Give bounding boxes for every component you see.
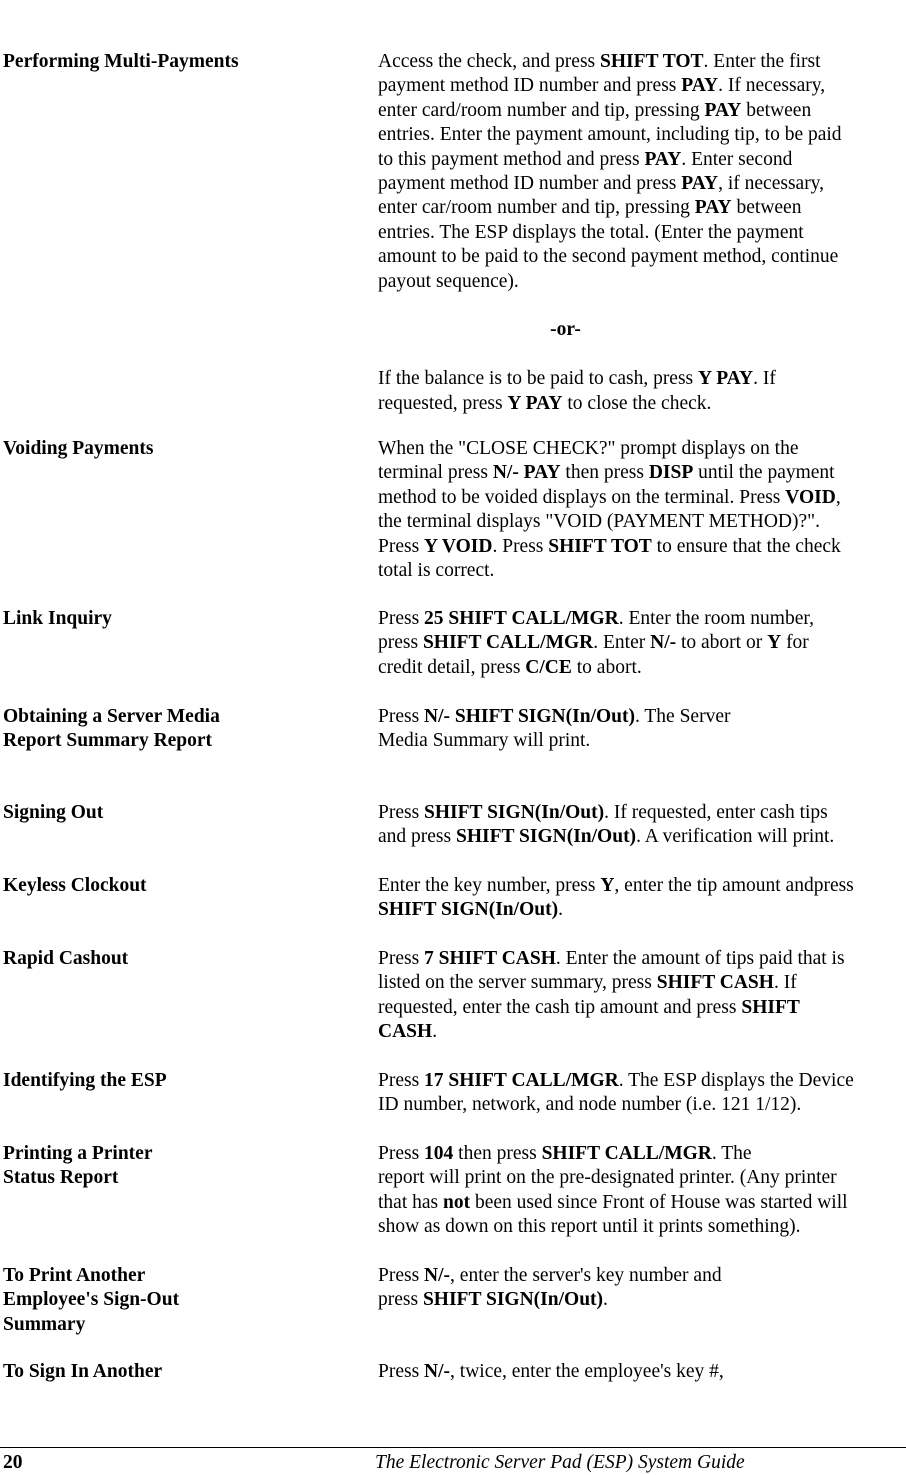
description-line — [378, 50, 903, 74]
text-run: . — [558, 899, 563, 921]
term-line: To Print Another — [3, 1265, 146, 1286]
procedure-description — [378, 50, 903, 416]
text-run: to close the check. — [562, 392, 712, 414]
term-line: Summary — [3, 1313, 86, 1335]
text-run: payment method ID number and press — [378, 173, 682, 195]
procedure-description — [378, 1142, 903, 1240]
procedure-term — [3, 801, 363, 825]
text-run: then press — [453, 1143, 542, 1164]
key-command: SHIFT SIGN(In/Out) — [455, 826, 637, 848]
term-line: Rapid Cashout — [3, 948, 129, 969]
text-run: payout sequence). — [378, 270, 519, 292]
text-run: entries. The ESP displays the total. (Enter the payment — [378, 221, 804, 243]
procedure-description — [378, 947, 903, 1045]
text-run: When the "CLOSE CHECK?" prompt displays on the — [378, 438, 799, 459]
description-line — [378, 535, 903, 559]
key-command: PAY — [644, 148, 682, 170]
description-line — [378, 1191, 903, 1215]
text-run: show as down on this report until it prints something). — [378, 1216, 801, 1238]
text-run: Press — [378, 706, 425, 727]
key-command: not — [442, 1191, 471, 1213]
text-run: If the balance is to be paid to cash, press — [378, 368, 699, 390]
description-line — [378, 1093, 903, 1117]
description-line — [378, 1142, 903, 1166]
term-line: To Sign In Another — [3, 1361, 163, 1382]
key-command: SHIFT CALL/MGR — [422, 632, 594, 654]
or-separator: -or- — [550, 319, 581, 341]
key-command: C/CE — [525, 656, 572, 678]
text-run: . The Server — [635, 706, 731, 727]
text-run: terminal press — [378, 462, 493, 484]
procedure-description — [378, 705, 903, 754]
text-run: that has — [378, 1191, 443, 1213]
footer-title: The Electronic Server Pad (ESP) System Guide — [375, 1452, 745, 1473]
key-command: 7 SHIFT CASH — [424, 948, 556, 969]
procedure-description — [378, 874, 903, 923]
description-line — [378, 1215, 903, 1239]
text-run: . If necessary, — [718, 75, 826, 97]
procedure-term — [3, 50, 363, 74]
key-command: SHIFT CALL/MGR — [541, 1143, 712, 1164]
text-run: . — [603, 1289, 608, 1311]
description-line — [378, 559, 903, 583]
description-line — [378, 148, 903, 172]
text-run: . Press — [492, 535, 549, 557]
procedure-term — [3, 607, 363, 631]
procedure-description — [378, 607, 903, 680]
description-line — [378, 486, 903, 510]
text-run: between — [731, 197, 802, 219]
text-run: . If — [773, 972, 797, 994]
term-line: Employee's Sign-Out — [3, 1289, 180, 1311]
text-run: Press — [378, 802, 425, 823]
description-line — [378, 971, 903, 995]
description-line — [378, 874, 903, 898]
text-run: enter car/room number and tip, pressing — [378, 197, 695, 219]
text-run: requested, press — [378, 392, 508, 414]
text-run: then press — [560, 462, 649, 484]
text-run: credit detail, press — [378, 656, 526, 678]
text-run: Press — [378, 535, 425, 557]
text-run: , if necessary, — [718, 173, 825, 195]
term-line: Report Summary Report — [3, 730, 213, 752]
term-line: Status Report — [3, 1167, 119, 1189]
description-line — [378, 1020, 903, 1044]
text-run: amount to be paid to the second payment method, continue — [378, 246, 839, 268]
text-run: Press — [378, 1070, 425, 1091]
description-line — [378, 172, 903, 196]
text-run: Press — [378, 1265, 425, 1286]
procedure-term — [3, 437, 363, 461]
description-line — [378, 996, 903, 1020]
text-run: Press — [378, 608, 425, 629]
term-line: Performing Multi-Payments — [3, 51, 239, 72]
text-run: . — [432, 1021, 438, 1043]
description-line — [378, 245, 903, 269]
term-line: Keyless Clockout — [3, 875, 147, 896]
text-run: until the payment — [693, 462, 835, 484]
description-line — [378, 607, 903, 631]
text-run: been used since Front of House was started will — [470, 1191, 848, 1213]
term-line: Printing a Printer — [3, 1143, 153, 1164]
key-command: VOID — [785, 486, 836, 508]
key-command: N/- — [650, 632, 677, 654]
description-line — [378, 631, 903, 655]
text-run: Access the check, and press — [378, 51, 600, 72]
description-line — [378, 729, 903, 753]
text-run: for — [781, 632, 809, 654]
key-command: N/- SHIFT SIGN(In/Out) — [424, 706, 635, 727]
key-command: 104 — [424, 1143, 454, 1164]
term-line: Signing Out — [3, 802, 104, 823]
description-line — [378, 825, 903, 849]
text-run: payment method ID number and press — [378, 75, 682, 97]
text-run: method to be voided displays on the terminal. Press — [378, 486, 786, 508]
key-command: SHIFT SIGN(In/Out) — [422, 1289, 604, 1311]
key-command: N/- — [424, 1361, 451, 1382]
procedure-term — [3, 1264, 363, 1337]
description-line — [378, 947, 903, 971]
text-run: Press — [378, 1143, 425, 1164]
term-line: Link Inquiry — [3, 608, 112, 629]
text-run: to this payment method and press — [378, 148, 645, 170]
key-command: N/- — [424, 1265, 451, 1286]
key-command: SHIFT SIGN(In/Out) — [378, 899, 559, 921]
text-run: , — [835, 486, 841, 508]
key-command: SHIFT — [741, 996, 800, 1018]
description-line — [378, 123, 903, 147]
procedure-description — [378, 801, 903, 850]
description-line — [378, 656, 903, 680]
text-run: to abort. — [571, 656, 642, 678]
text-run: and press — [378, 826, 456, 848]
term-line: Voiding Payments — [3, 438, 154, 459]
key-command: PAY — [681, 173, 719, 195]
text-run: . Enter the amount of tips paid that is — [555, 948, 845, 969]
text-run: . The — [711, 1143, 752, 1164]
description-line — [378, 221, 903, 245]
key-command: Y — [600, 875, 615, 896]
description-line — [378, 392, 903, 416]
description-line — [378, 74, 903, 98]
procedure-term — [3, 1360, 363, 1384]
text-run: . Enter the first — [703, 51, 821, 72]
key-command: DISP — [648, 462, 694, 484]
text-run: . A verification will print. — [636, 826, 835, 848]
text-run: , enter the tip amount andpress — [614, 875, 854, 896]
key-command: Y VOID — [424, 535, 493, 557]
description-line — [378, 1069, 903, 1093]
description-line — [378, 1166, 903, 1190]
text-run: total is correct. — [378, 560, 495, 582]
text-run: . Enter — [593, 632, 651, 654]
procedure-term — [3, 705, 363, 754]
description-line — [378, 1264, 903, 1288]
text-run: press — [378, 632, 423, 654]
description-line — [378, 510, 903, 534]
procedure-term — [3, 947, 363, 971]
procedure-description — [378, 1069, 903, 1118]
text-run: Media Summary will print. — [378, 730, 591, 752]
text-run: Press — [378, 948, 425, 969]
description-line — [378, 1360, 903, 1384]
key-command: N/- PAY — [492, 462, 561, 484]
description-line — [378, 461, 903, 485]
text-run: press — [378, 1289, 423, 1311]
text-run: , enter the server's key number and — [450, 1265, 722, 1286]
procedure-term — [3, 1069, 363, 1093]
procedure-term — [3, 1142, 363, 1191]
key-command: 17 SHIFT CALL/MGR — [424, 1070, 619, 1091]
key-command: CASH — [378, 1021, 433, 1043]
text-run: requested, enter the cash tip amount and press — [378, 996, 742, 1018]
text-run: enter card/room number and tip, pressing — [378, 99, 705, 121]
text-run: . If — [753, 368, 776, 390]
text-run: listed on the server summary, press — [378, 972, 657, 994]
description-line — [378, 196, 903, 220]
text-run: . If requested, enter cash tips — [604, 802, 828, 823]
key-command: SHIFT SIGN(In/Out) — [424, 802, 605, 823]
key-command: SHIFT TOT — [548, 535, 652, 557]
text-run: the terminal displays "VOID (PAYMENT METHOD)?". — [378, 511, 820, 533]
page-number: 20 — [3, 1452, 23, 1473]
procedure-description — [378, 437, 903, 583]
term-line: Identifying the ESP — [3, 1070, 167, 1091]
key-command: Y PAY — [507, 392, 563, 414]
description-line — [378, 367, 903, 391]
key-command: SHIFT TOT — [600, 51, 704, 72]
procedure-term — [3, 874, 363, 898]
text-run: to ensure that the check — [651, 535, 841, 557]
key-command: Y PAY — [698, 368, 754, 390]
text-run: entries. Enter the payment amount, including tip, to be paid — [378, 124, 842, 146]
text-run: . Enter the room number, — [618, 608, 814, 629]
key-command: PAY — [681, 75, 719, 97]
footer-rule — [0, 1447, 906, 1448]
text-run: . The ESP displays the Device — [618, 1070, 854, 1091]
text-run: . Enter second — [681, 148, 793, 170]
text-run: Press — [378, 1361, 425, 1382]
text-run: Enter the key number, press — [378, 875, 601, 896]
description-line — [378, 705, 903, 729]
key-command: 25 SHIFT CALL/MGR — [424, 608, 619, 629]
text-run: , twice, enter the employee's key #, — [450, 1361, 724, 1382]
description-line — [378, 898, 903, 922]
key-command: SHIFT CASH — [656, 972, 774, 994]
text-run: to abort or — [676, 632, 768, 654]
description-line — [378, 437, 903, 461]
description-line — [378, 270, 903, 294]
description-line — [378, 801, 903, 825]
key-command: PAY — [704, 99, 742, 121]
key-command: PAY — [694, 197, 732, 219]
text-run: between — [741, 99, 812, 121]
procedure-description — [378, 1360, 903, 1384]
text-run: report will print on the pre-designated printer. (Any printer — [378, 1167, 837, 1189]
key-command: Y — [767, 632, 782, 654]
description-line — [378, 1288, 903, 1312]
term-line: Obtaining a Server Media — [3, 706, 220, 727]
description-line — [378, 99, 903, 123]
text-run: ID number, network, and node number (i.e. 121 1/12). — [378, 1094, 802, 1116]
procedure-description — [378, 1264, 903, 1313]
